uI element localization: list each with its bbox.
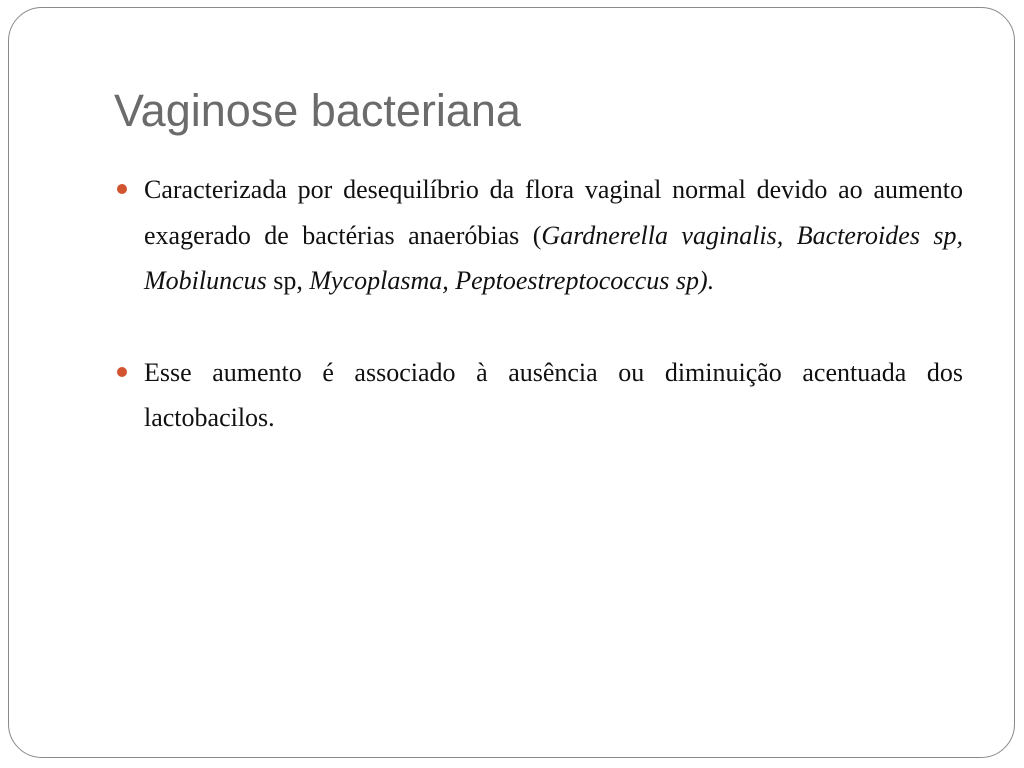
bullet-dot-icon [117,367,127,377]
bullet-item [114,167,963,304]
slide-title: Vaginose bacteriana [114,85,521,136]
bullet-text-italic: Mycoplasma, Peptoestreptococcus sp). [309,266,715,295]
bullet-item [114,350,963,441]
bullet-text: Caracterizada por desequilíbrio da flora vaginal normal devido ao aumento exagerado de bactérias anaeróbias ( [144,175,963,250]
bullet-dot-icon [117,184,127,194]
bullet-text: Esse aumento é associado à ausência ou diminuição acentuada dos lactobacilos. [144,357,963,432]
bullet-list [114,167,963,441]
bullet-text: sp, [266,266,310,295]
bullet-text-italic: Gardnerella vaginalis, Bacteroides sp, Mobiluncus [144,220,964,295]
